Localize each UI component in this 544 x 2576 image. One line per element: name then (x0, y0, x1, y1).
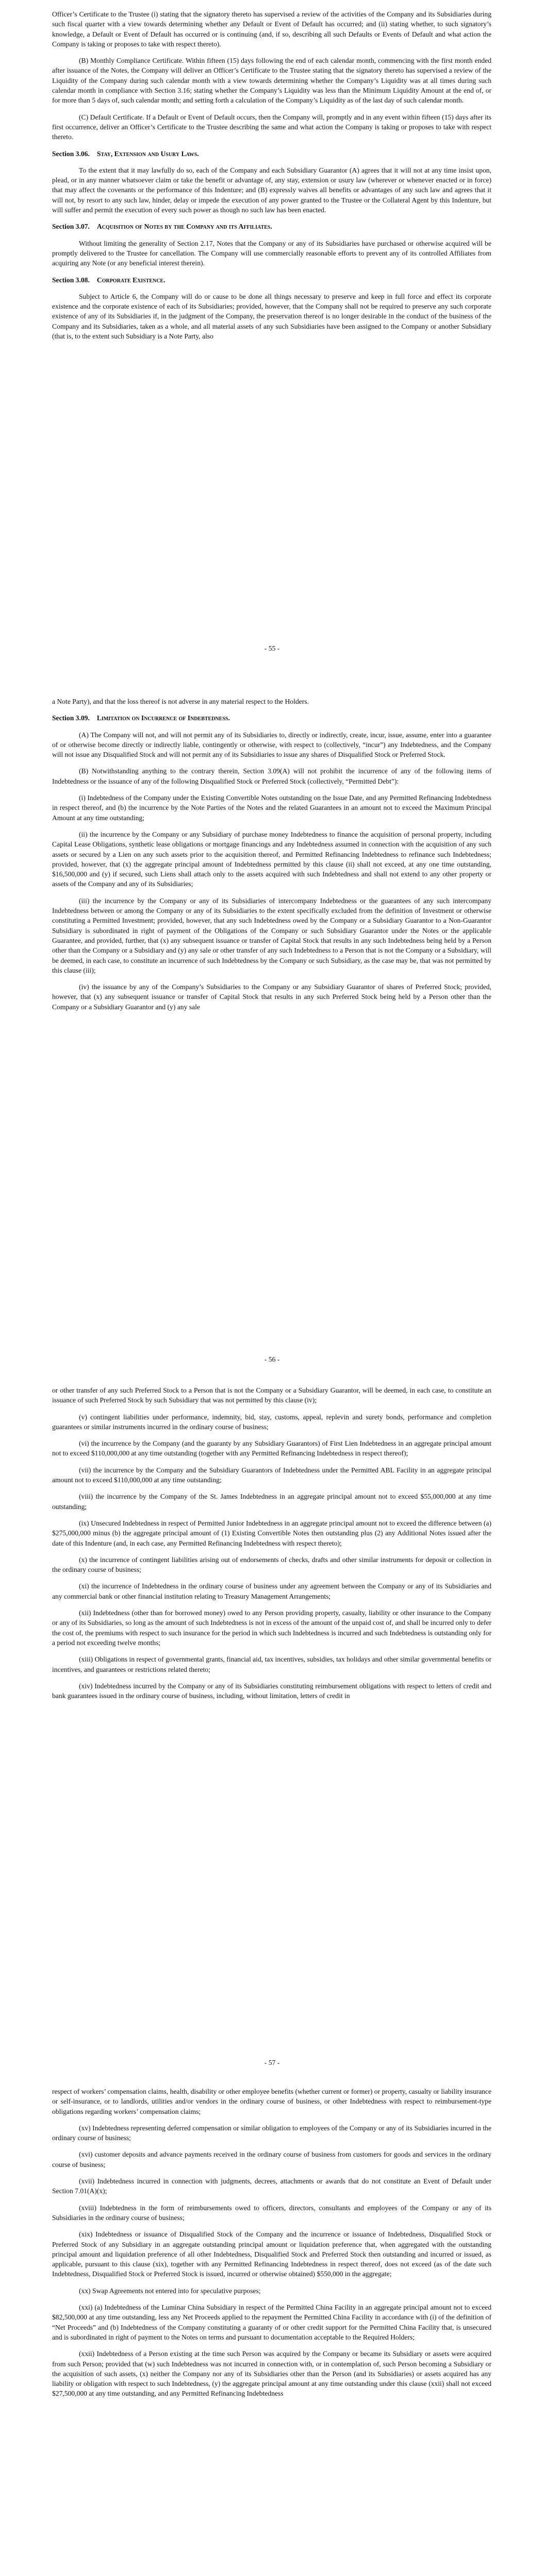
page-number: - 57 - (264, 2059, 280, 2066)
list-item: (xvi) customer deposits and advance payments received in the ordinary course of business from customers for goods and services in the ordinary course of business; (52, 2150, 491, 2168)
section-number: Section 3.06. (52, 149, 90, 158)
paragraph: Officer’s Certificate to the Trustee (i) stating that the signatory thereto has supervised a review of the activities of the Company and its Subsidiaries during such fiscal quarter with a view towards determining whether any Default or Event of Default has occurred; and (ii) stating whether, to such signatory’s knowledge, a Default or Event of Default has occurred or is continuing (and, if so, describing all such Defaults or Events of Default and what action the Company is taking or proposes to take with respect thereto). (52, 10, 491, 48)
paragraph: Subject to Article 6, the Company will do or cause to be done all things necessary to preserve and keep in full force and effect its corporate existence and the corporate existence of each of its Subsidiaries; provided, however, that the Company shall not be required to preserve any such corporate existence of any of its Subsidiaries if, in the judgment of the Company, the preservation thereof is no longer desirable in the conduct of the business of the Company and its Subsidiaries, taken as a whole, and all material assets of any such Subsidiaries have been assigned to the Company or another Subsidiary (that is, to the extent such Subsidiary is a Note Party, also (52, 292, 491, 341)
list-item: (ix) Unsecured Indebtedness in respect of Permitted Junior Indebtedness in an aggregate principal amount not to exceed the difference between (a) $275,000,000 minus (b) the aggregate principal amount of (1) Existing Convertible Notes then outstanding plus (2) any Additional Notes issued after the date of this Indenture (and, in each case, any Permitted Refinancing Indebtedness with respect thereto); (52, 1519, 491, 1547)
paragraph: (B) Monthly Compliance Certificate. Within fifteen (15) days following the end of each calendar month, commencing with the first month ended after issuance of the Notes, the Company will deliver an Officer’s Certificate to the Trustee stating that the signatory thereto has supervised a review of the Liquidity of the Company during such calendar month with a view towards determining whether the Company’s Liquidity was at all times during such calendar month in compliance with Section 3.16; stating whether the Company’s Liquidity was less than the Minimum Liquidity Amount at the end of, or for more than 5 days of, such calendar month; and setting forth a calculation of the Company’s Liquidity as of the last day of such calendar month. (52, 57, 491, 105)
page-number: - 56 - (264, 1355, 280, 1363)
list-item: (xi) the incurrence of Indebtedness in the ordinary course of business under any agreement between the Company or any of its Subsidiaries and any commercial bank or other financial institution relating to Treasury Management Arrangements; (52, 1582, 491, 1600)
section-number: Section 3.08. (52, 276, 90, 284)
section-number: Section 3.07. (52, 223, 90, 231)
list-item: (vii) the incurrence by the Company and the Subsidiary Guarantors of Indebtedness under the Permitted ABL Facility in an aggregate principal amount not to exceed $110,000,000 at any time outstanding; (52, 1466, 491, 1484)
list-item: (xiii) Obligations in respect of governmental grants, financial aid, tax incentives, subsidies, tax holidays and other similar governmental benefits or incentives, and guarantees or restrictions related thereto; (52, 1655, 491, 1673)
page-55 (0, 9, 544, 669)
page-number: - 55 - (264, 645, 280, 652)
section-number: Section 3.09. (52, 714, 90, 722)
list-item: (xiv) Indebtedness incurred by the Company or any of its Subsidiaries constituting reimbursement obligations with respect to letters of credit and bank guarantees issued in the ordinary course of business, including, without limitation, letters of credit in (52, 1682, 491, 1700)
paragraph: (B) Notwithstanding anything to the contrary therein, Section 3.09(A) will not prohibit the incurrence of any of the following items of Indebtedness or the issuance of any of the following Disqualified Stock or Preferred Stock (collectively, “Permitted Debt”): (52, 767, 491, 785)
list-item: (xv) Indebtedness representing deferred compensation or similar obligation to employees of the Company or any of its Subsidiaries incurred in the ordinary course of business; (52, 2124, 491, 2142)
list-item: (viii) the incurrence by the Company of the St. James Indebtedness in an aggregate principal amount not to exceed $55,000,000 at any time outstanding; (52, 1493, 491, 1511)
list-item: (xix) Indebtedness or issuance of Disqualified Stock of the Company and the incurrence or issuance of Indebtedness, Disqualified Stock or Preferred Stock of any Subsidiary in an aggregate outstanding principal amount or liquidation preference that, when aggregated with the outstanding principal amount and liquidation preference of all other Indebtedness, Disqualified Stock and Preferred Stock then outstanding and incurred or issued, as applicable, pursuant to this clause (xix), together with any Permitted Refinancing Indebtedness in respect thereof, does not exceed (as of the date such Indebtedness, Disqualified Stock or Preferred Stock is issued, incurred or otherwise obtained) $550,000 in the aggregate; (52, 2230, 491, 2278)
list-item: (xx) Swap Agreements not entered into for speculative purposes; (79, 2286, 261, 2295)
paragraph: Without limiting the generality of Section 2.17, Notes that the Company or any of its Subsidiaries have purchased or otherwise acquired will be promptly delivered to the Trustee for cancellation. The Company will use commercially reasonable efforts to prevent any of its controlled Affiliates from acquiring any Note (or any beneficial interest therein). (52, 239, 491, 267)
page-57 (0, 1385, 544, 2073)
list-item: (xxii) Indebtedness of a Person existing at the time such Person was acquired by the Company or became its Subsidiary or assets were acquired from such Person; provided that (w) such Indebtedness was not incurred in connection with, or in contemplation of, such Person becoming a Subsidiary or the acquisition of such assets, (x) neither the Company nor any of its Subsidiaries other than the Person (and its Subsidiaries) or assets acquired has any liability or obligation with respect to such Indebtedness, (y) the aggregate principal amount at any time outstanding under this clause (xxii) shall not exceed $27,500,000 at any time outstanding, and any Permitted Refinancing Indebtedness (52, 2350, 491, 2398)
list-item: (xvii) Indebtedness incurred in connection with judgments, decrees, attachments or awards that do not constitute an Event of Default under Section 7.01(A)(x); (52, 2177, 491, 2195)
paragraph: respect of workers’ compensation claims, health, disability or other employee benefits (whether current or former) or property, casualty or liability insurance or self-insurance, or to landlords, utilities and/or vendors in the ordinary course of business, or other Indebtedness with respect to reimbursement-type obligations regarding workers’ compensation claims; (52, 2088, 491, 2115)
list-item: (iii) the incurrence by the Company or any of its Subsidiaries of intercompany Indebtedness or the guarantees of any such intercompany Indebtedness between or among the Company or any of its Subsidiaries to the extent specifically excluded from the definition of Investment or otherwise constituting a Permitted Investment; provided, however, that any such Indebtedness owed by the Company or a Subsidiary Guarantor to a Non-Guarantor Subsidiary is subordinated in right of payment of the Obligations of the Company or such Subsidiary Guarantor under the Notes or the applicable Guarantee, and provided, further, that (x) any subsequent issuance or transfer of Capital Stock that results in any such Indebtedness being held by a Person other than the Company or a Subsidiary and (y) any sale or other transfer of any such Indebtedness to a Person that is not the Company or a Subsidiary, will be deemed, in each case, to constitute an incurrence of such Indebtedness by the Company or such Subsidiary, as the case may be, that was not permitted by this clause (iii); (52, 896, 491, 974)
section-title: Acquisition of Notes by the Company and its Affiliates. (96, 223, 272, 231)
list-item: (ii) the incurrence by the Company or any Subsidiary of purchase money Indebtedness to finance the acquisition of personal property, including Capital Lease Obligations, synthetic lease obligations or mortgage financings and any Indebtedness assumed in connection with the acquisition of any such assets or secured by a Lien on any such assets prior to the acquisition thereof, and Permitted Refinancing Indebtedness to refinance such Indebtedness; provided, however, that (x) the aggregate principal amount of Indebtedness permitted by this clause (ii) shall not exceed, at any one time outstanding, $16,500,000 and (y) if secured, such Liens shall attach only to the assets acquired with such Indebtedness and shall not extend to any other property or assets of the Company and any of its Subsidiaries; (52, 830, 491, 888)
list-item: (v) contingent liabilities under performance, indemnity, bid, stay, customs, appeal, replevin and surety bonds, performance and completion guarantees or similar instruments incurred in the ordinary course of business; (52, 1413, 491, 1431)
section-title: Stay, Extension and Usury Laws. (96, 149, 199, 158)
section-title: Limitation on Incurrence of Indebtedness. (96, 714, 230, 722)
section-heading (52, 149, 491, 159)
list-item: (x) the incurrence of contingent liabilities arising out of endorsements of checks, drafts and other similar instruments for deposit or collection in the ordinary course of business; (52, 1555, 491, 1574)
paragraph: (A) The Company will not, and will not permit any of its Subsidiaries to, directly or indirectly, create, incur, issue, assume, enter into a guarantee of or otherwise become directly or indirectly liable, contingently or otherwise, with respect to (collectively, “incur”) any Indebtedness, and the Company will not issue any Disqualified Stock and will not permit any of its Subsidiaries to issue any shares of Disqualified Stock or Preferred Stock. (52, 731, 491, 759)
paragraph: (C) Default Certificate. If a Default or Event of Default occurs, then the Company will, promptly and in any event within fifteen (15) days after its first occurrence, deliver an Officer’s Certificate to the Trustee describing the same and what action the Company is taking or proposes to take with respect thereto. (52, 113, 491, 141)
list-item: (i) Indebtedness of the Company under the Existing Convertible Notes outstanding on the Issue Date, and any Permitted Refinancing Indebtedness in respect thereof, and (b) the incurrence by the Note Parties of the Notes and the related Guarantees in an amount not to exceed the Maximum Principal Amount at any time outstanding; (52, 794, 491, 822)
section-heading (52, 713, 491, 723)
section-title: Corporate Existence. (96, 276, 166, 284)
section-heading (52, 275, 491, 285)
section-heading (52, 222, 491, 231)
list-item: (vi) the incurrence by the Company (and the guaranty by any Subsidiary Guarantors) of First Lien Indebtedness in an aggregate principal amount not to exceed $110,000,000 at any time outstanding (together with any Permitted Refinancing Indebtedness in respect thereof); (52, 1439, 491, 1458)
page-58 (0, 2087, 544, 2576)
paragraph: a Note Party), and that the loss thereof is not adverse in any material respect to the Holders. (52, 698, 309, 705)
list-item: (iv) the issuance by any of the Company’s Subsidiaries to the Company or any Subsidiary Guarantor of shares of Preferred Stock; provided, however, that (x) any subsequent issuance or transfer of Capital Stock that results in any such Preferred Stock being held by a Person other than the Company or a Subsidiary Guarantor and (y) any sale (52, 983, 491, 1011)
page-56 (0, 697, 544, 1385)
list-item: (xviii) Indebtedness in the form of reimbursements owed to officers, directors, consultants and employees of the Company or any of its Subsidiaries in the ordinary course of business; (52, 2204, 491, 2222)
paragraph: or other transfer of any such Preferred Stock to a Person that is not the Company or a Subsidiary Guarantor, will be deemed, in each case, to constitute an issuance of such Preferred Stock by such Subsidiary that was not permitted by this clause (iv); (52, 1386, 491, 1404)
list-item: (xii) Indebtedness (other than for borrowed money) owed to any Person providing property, casualty, liability or other insurance to the Company or any of its Subsidiaries, so long as the amount of such Indebtedness is not in excess of the amount of the unpaid cost of, and shall be incurred only to defer the cost of, the premiums with respect to such insurance for the period in which such Indebtedness is incurred and such Indebtedness is outstanding only for a period not exceeding twelve months; (52, 1609, 491, 1647)
list-item: (xxi) (a) Indebtedness of the Luminar China Subsidiary in respect of the Permitted China Facility in an aggregate principal amount not to exceed $82,500,000 at any time outstanding, less any Net Proceeds applied to the repayment the Permitted China Facility in accordance with (i) of the definition of “Net Proceeds” and (b) Indebtedness of the Company constituting a guaranty of or other credit support for the Permitted China Facility that, is unsecured and is subordinated in right of payment to the Notes on terms and pursuant to documentation acceptable to the Required Holders; (52, 2303, 491, 2341)
paragraph: To the extent that it may lawfully do so, each of the Company and each Subsidiary Guarantor (A) agrees that it will not at any time insist upon, plead, or in any manner whatsoever claim or take the benefit or advantage of, any stay, extension or usury law (wherever or whenever enacted or in force) that may affect the covenants or the performance of this Indenture; and (B) expressly waives all benefits or advantages of any such law and agrees that it will not, by resort to any such law, hinder, delay or impede the execution of any power granted to the Trustee or the Collateral Agent by this Indenture, but will suffer and permit the execution of every such power as though no such law has been enacted. (52, 166, 491, 214)
